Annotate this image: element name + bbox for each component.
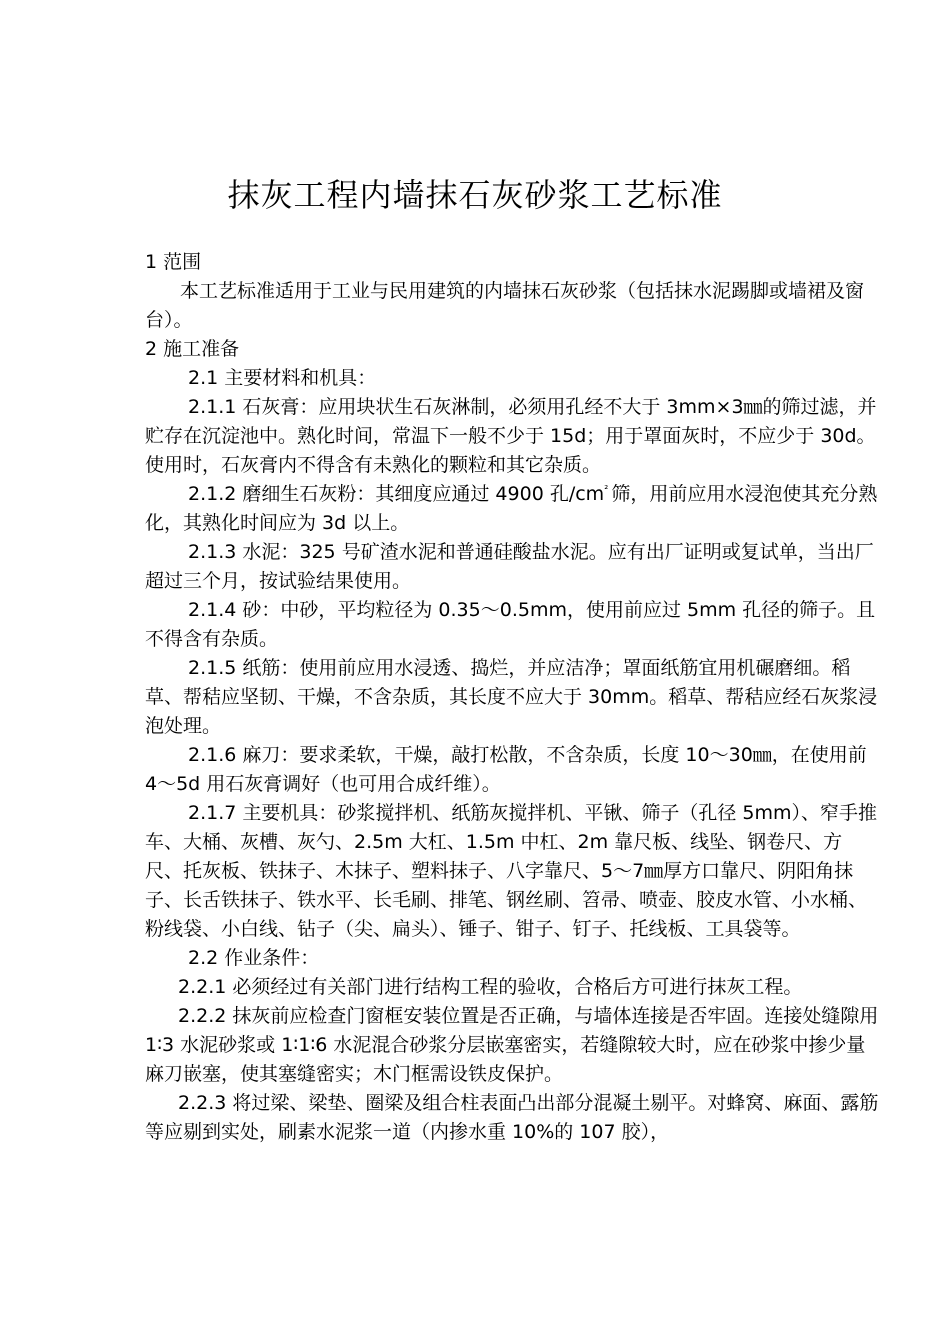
paragraph-2-2-1: 2.2.1 必须经过有关部门进行结构工程的验收，合格后方可进行抹灰工程。 [178,976,803,998]
paragraph-2-1-3: 2.1.3 水泥：325 号矿渣水泥和普通硅酸盐水泥。应有出厂证明或复试单，当出厂超过三个月，按试验结果使用。 [145,541,874,592]
paragraph-2-1-2-part1: 2.1.2 磨细生石灰粉：其细度应通过 4900 孔/cm [188,483,605,505]
paragraph-2-1-2-part2: 筛，用前应用水浸泡使其充分熟化，其熟化时间应为 3d 以上。 [145,483,878,534]
document-body [145,248,880,1147]
section-heading-scope: 1 范围 [145,251,202,273]
paragraph-2-2-2: 2.2.2 抹灰前应检查门窗框安装位置是否正确，与墙体连接是否牢固。连接处缝隙用 1∶3 水泥砂浆或 1∶1∶6 水泥混合砂浆分层嵌塞密实，若缝隙较大时，应在砂浆中掺少量麻刀嵌塞，使其塞缝密实；木门框需设铁皮保护。 [145,1005,879,1085]
section-heading-preparation: 2 施工准备 [145,338,240,360]
document-title: 抹灰工程内墙抹石灰砂浆工艺标准 [227,176,723,214]
superscript-two: ² [604,484,612,496]
paragraph-2-1-5: 2.1.5 纸筋：使用前应用水浸透、捣烂，并应洁净；罩面纸筋宜用机碾磨细。稻草、帮秸应坚韧、干燥，不含杂质，其长度不应大于 30mm。稻草、帮秸应经石灰浆浸泡处理。 [145,657,878,737]
paragraph-2-1-7: 2.1.7 主要机具：砂浆搅拌机、纸筋灰搅拌机、平锹、筛子（孔径 5mm）、窄手推车、大桶、灰槽、灰勺、2.5m 大杠、1.5m 中杠、2m 靠尺板、线坠、钢卷尺、方尺、托灰板、铁抹子、木抹子、塑料抹子、八字靠尺、5～7㎜厚方口靠尺、阴阳角抹子、长舌铁抹子、铁水平、长毛刷、排笔、钢丝刷、笤帚、喷壶、胶皮水管、小水桶、粉线袋、小白线、钻子（尖、扁头）、锤子、钳子、钉子、托线板、工具袋等。 [145,802,878,940]
paragraph-2-1-2 [145,480,880,538]
paragraph-2-1-4: 2.1.4 砂：中砂，平均粒径为 0.35～0.5mm，使用前应过 5mm 孔径的筛子。且不得含有杂质。 [145,599,876,650]
subsection-heading-materials: 2.1 主要材料和机具： [188,367,377,389]
paragraph-2-1-1: 2.1.1 石灰膏：应用块状生石灰淋制，必须用孔经不大于 3mm×3㎜的筛过滤，并贮存在沉淀池中。熟化时间，常温下一般不少于 15d；用于罩面灰时，不应少于 30d。使用时，石灰膏内不得含有未熟化的颗粒和其它杂质。 [145,396,877,476]
subsection-heading-conditions: 2.2 作业条件： [188,947,320,969]
paragraph-scope: 本工艺标准适用于工业与民用建筑的内墙抹石灰砂浆（包括抹水泥踢脚或墙裙及窗台）。 [145,280,865,331]
paragraph-2-2-3: 2.2.3 将过梁、梁垫、圈梁及组合柱表面凸出部分混凝土剔平。对蜂窝、麻面、露筋等应剔到实处，刷素水泥浆一道（内掺水重 10%的 107 胶）， [145,1092,879,1143]
paragraph-2-1-6: 2.1.6 麻刀：要求柔软，干燥，敲打松散，不含杂质，长度 10～30㎜，在使用前 4～5d 用石灰膏调好（也可用合成纤维）。 [145,744,867,795]
